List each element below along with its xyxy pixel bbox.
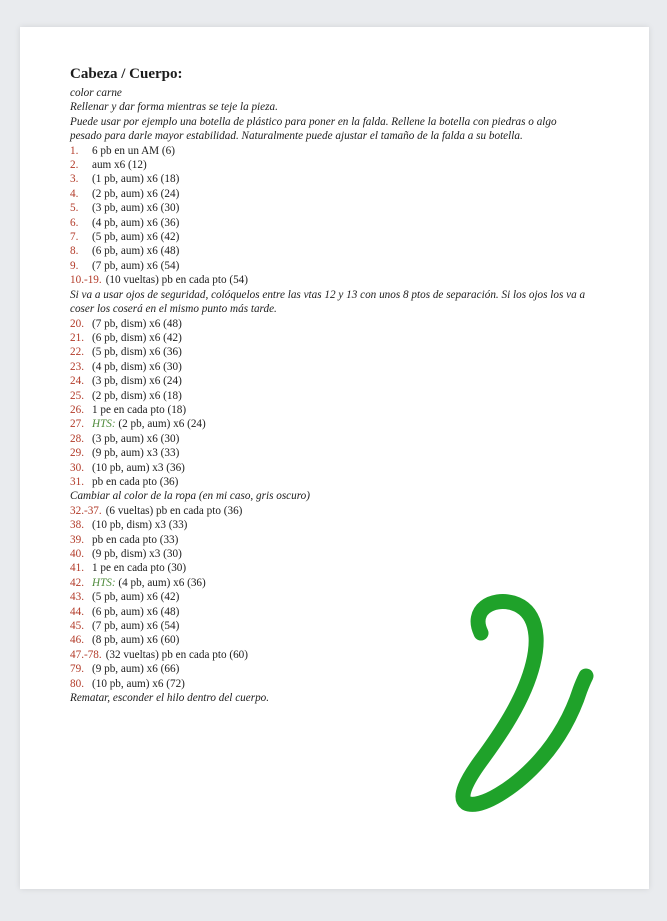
row-number: 47.-78. (70, 648, 102, 661)
row-number: 41. (70, 562, 84, 575)
row-number: 3. (70, 173, 79, 186)
row-number: 43. (70, 591, 84, 604)
row-text: (10 vueltas) pb en cada pto (54) (105, 274, 248, 287)
row-text: (32 vueltas) pb en cada pto (60) (105, 648, 248, 661)
row-number: 28. (70, 432, 84, 445)
row-number: 27. (70, 418, 84, 431)
row-number: 10.-19. (70, 274, 102, 287)
row-text: (6 vueltas) pb en cada pto (36) (105, 504, 243, 517)
row-text: (4 pb, aum) x6 (36) (92, 216, 180, 229)
row-text: 6 pb en un AM (6) (92, 144, 175, 157)
row-number: 23. (70, 360, 84, 373)
row-text: (1 pb, aum) x6 (18) (92, 173, 180, 186)
row-text: pb en cada pto (33) (92, 533, 179, 546)
row-text: (10 pb, aum) x3 (36) (92, 461, 185, 474)
row-number: 31. (70, 475, 84, 488)
row-number: 42. (70, 576, 84, 589)
page-title: Cabeza / Cuerpo: (70, 66, 183, 82)
row-number: 21. (70, 331, 84, 344)
row-text: (2 pb, aum) x6 (24) (118, 418, 206, 431)
row-number: 7. (70, 231, 79, 244)
row-text: (5 pb, dism) x6 (36) (92, 346, 182, 359)
row-text: (9 pb, dism) x3 (30) (92, 548, 182, 560)
row-text: (3 pb, aum) x6 (30) (92, 432, 180, 445)
row-text: 1 pe en cada pto (30) (92, 562, 187, 575)
row-text: (6 pb, aum) x6 (48) (92, 605, 180, 618)
row-number: 9. (70, 259, 79, 272)
row-text: (4 pb, aum) x6 (36) (118, 576, 206, 589)
row-number: 20. (70, 317, 84, 330)
row-text: (2 pb, dism) x6 (18) (92, 389, 182, 402)
row-text: 1 pe en cada pto (18) (92, 403, 187, 416)
row-number: 80. (70, 677, 84, 690)
row-number: 26. (70, 403, 84, 416)
row-number: 24. (70, 375, 84, 388)
row-text: aum x6 (12) (92, 159, 147, 172)
row-number: 46. (70, 634, 84, 647)
row-text: (2 pb, aum) x6 (24) (92, 187, 180, 200)
hts-label: HTS: (92, 576, 116, 589)
row-text: (5 pb, aum) x6 (42) (92, 231, 180, 244)
row-number: 5. (70, 202, 79, 215)
row-text: (10 pb, aum) x6 (72) (92, 677, 185, 690)
row-text: (5 pb, aum) x6 (42) (92, 591, 180, 604)
row-number: 1. (70, 144, 79, 157)
intro-bottle: Puede usar por ejemplo una botella de plástico para poner en la falda. Rellene la botella con piedras o algo pesado para darle mayor estabilidad. Naturalmente puede ajustar el tamaño de la falda a su botella. (70, 115, 557, 143)
closing-instruction: Rematar, esconder el hilo dentro del cuerpo. (70, 692, 270, 705)
row-text: (6 pb, dism) x6 (42) (92, 331, 182, 344)
row-text: (7 pb, aum) x6 (54) (92, 259, 180, 272)
row-number: 6. (70, 216, 79, 229)
row-number: 79. (70, 663, 84, 676)
row-text: (9 pb, aum) x3 (33) (92, 447, 180, 460)
row-number: 39. (70, 533, 84, 546)
row-number: 30. (70, 461, 84, 474)
row-number: 40. (70, 548, 84, 560)
row-text: (4 pb, dism) x6 (30) (92, 360, 182, 373)
row-text: (6 pb, aum) x6 (48) (92, 245, 180, 258)
row-text: (3 pb, dism) x6 (24) (92, 375, 182, 388)
row-text: (3 pb, aum) x6 (30) (92, 202, 180, 215)
handwritten-stroke (463, 602, 586, 805)
note-change-color: Cambiar al color de la ropa (en mi caso, gris oscuro) (70, 490, 311, 503)
row-text: (7 pb, aum) x6 (54) (92, 620, 180, 633)
intro-color: color carne (70, 87, 122, 99)
row-number: 22. (70, 346, 84, 359)
row-text: (8 pb, aum) x6 (60) (92, 634, 180, 647)
row-number: 8. (70, 245, 79, 258)
row-text: (9 pb, aum) x6 (66) (92, 663, 180, 676)
row-number: 32.-37. (70, 504, 102, 517)
row-number: 2. (70, 159, 79, 172)
row-text: (7 pb, dism) x6 (48) (92, 317, 182, 330)
row-number: 4. (70, 187, 79, 200)
row-number: 45. (70, 620, 84, 633)
row-number: 44. (70, 605, 84, 618)
row-number: 29. (70, 447, 84, 460)
row-number: 25. (70, 389, 84, 402)
hts-label: HTS: (92, 418, 116, 431)
intro-fill: Rellenar y dar forma mientras se teje la pieza. (70, 101, 278, 114)
row-text: (10 pb, dism) x3 (33) (92, 519, 188, 532)
row-text: pb en cada pto (36) (92, 475, 179, 488)
note-safety-eyes: Si va a usar ojos de seguridad, colóquelos entre las vtas 12 y 13 con unos 8 ptos de separación. Si los ojos los va a coser los coserá en el mismo punto más tarde. (70, 288, 586, 316)
row-number: 38. (70, 519, 84, 532)
